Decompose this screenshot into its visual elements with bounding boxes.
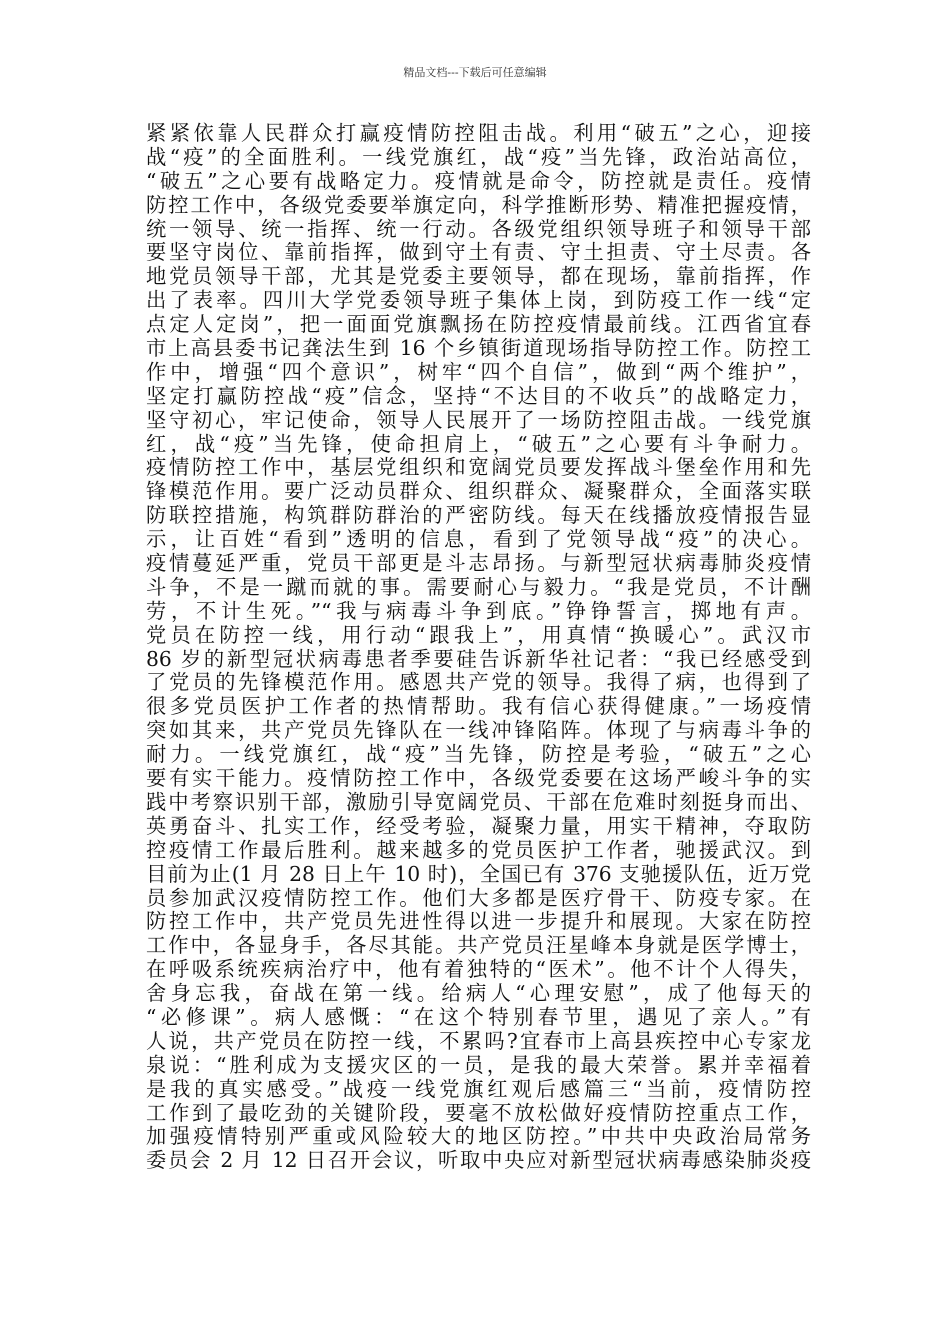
text-line: 英勇奋斗、扎实工作，经受考验，凝聚力量，用实干精神，夺取防 xyxy=(146,814,811,838)
text-line: 斗争，不是一蹴而就的事。需要耐心与毅力。“我是党员，不计酬 xyxy=(146,575,811,599)
text-line: 战“疫”的全面胜利。一线党旗红，战“疫”当先锋，政治站高位， xyxy=(146,145,811,169)
text-line: 突如其来，共产党员先锋队在一线冲锋陷阵。体现了与病毒斗争的 xyxy=(146,719,811,743)
text-line: 防控工作中，共产党员先进性得以进一步提升和展现。大家在防控 xyxy=(146,910,811,934)
text-line: 是我的真实感受。”战疫一线党旗红观后感篇三“当前，疫情防控 xyxy=(146,1077,811,1101)
text-line: 泉说：“胜利成为支援灾区的一员，是我的最大荣誉。累并幸福着 xyxy=(146,1053,811,1077)
text-line: 防控工作中，各级党委要举旗定向，科学推断形势、精准把握疫情， xyxy=(146,193,811,217)
text-line: 锋模范作用。要广泛动员群众、组织群众、凝聚群众，全面落实联 xyxy=(146,480,811,504)
text-line: 疫情蔓延严重，党员干部更是斗志昂扬。与新型冠状病毒肺炎疫情 xyxy=(146,552,811,576)
text-line: 要有实干能力。疫情防控工作中，各级党委要在这场严峻斗争的实 xyxy=(146,767,811,791)
document-body xyxy=(146,122,811,1173)
text-line: 党员在防控一线，用行动“跟我上”，用真情“换暖心”。武汉市 xyxy=(146,623,811,647)
text-line: 委员会 2 月 12 日召开会议，听取中央应对新型冠状病毒感染肺炎疫 xyxy=(146,1149,811,1173)
text-line: 坚定打赢防控战“疫”信念，坚持“不达目的不收兵”的战略定力， xyxy=(146,384,811,408)
text-line: 86 岁的新型冠状病毒患者季要硅告诉新华社记者：“我已经感受到 xyxy=(146,647,811,671)
page-header: 精品文档---下载后可任意编辑 xyxy=(403,66,547,79)
text-line: 防联控措施，构筑群防群治的严密防线。每天在线播放疫情报告显 xyxy=(146,504,811,528)
text-line: 地党员领导干部，尤其是党委主要领导，都在现场，靠前指挥，作 xyxy=(146,265,811,289)
text-line: 目前为止(1 月 28 日上午 10 时)，全国已有 376 支驰援队伍，近万党 xyxy=(146,862,811,886)
text-line: 工作中，各显身手，各尽其能。共产党员汪星峰本身就是医学博士， xyxy=(146,934,811,958)
text-line: 劳，不计生死。”“我与病毒斗争到底。”铮铮誓言，掷地有声。 xyxy=(146,599,811,623)
text-line: 工作到了最吃劲的关键阶段，要毫不放松做好疫情防控重点工作， xyxy=(146,1101,811,1125)
text-line: 示，让百姓“看到”透明的信息，看到了党领导战“疫”的决心。 xyxy=(146,528,811,552)
text-line: 践中考察识别干部，激励引导宽阔党员、干部在危难时刻挺身而出、 xyxy=(146,790,811,814)
text-line: “必修课”。病人感慨：“在这个特别春节里，遇见了亲人。”有 xyxy=(146,1005,811,1029)
text-line: 很多党员医护工作者的热情帮助。我有信心获得健康。”一场疫情 xyxy=(146,695,811,719)
text-line: 要坚守岗位、靠前指挥，做到守土有责、守土担责、守土尽责。各 xyxy=(146,241,811,265)
text-line: 作中，增强“四个意识”，树牢“四个自信”，做到“两个维护”， xyxy=(146,360,811,384)
text-line: 统一领导、统一指挥、统一行动。各级党组织领导班子和领导干部 xyxy=(146,217,811,241)
text-line: 加强疫情特别严重或风险较大的地区防控。”中共中央政治局常务 xyxy=(146,1125,811,1149)
text-line: 坚守初心，牢记使命，领导人民展开了一场防控阻击战。一线党旗 xyxy=(146,408,811,432)
text-line: 出了表率。四川大学党委领导班子集体上岗，到防疫工作一线“定 xyxy=(146,289,811,313)
text-line: 员参加武汉疫情防控工作。他们大多都是医疗骨干、防疫专家。在 xyxy=(146,886,811,910)
text-line: 在呼吸系统疾病治疗中，他有着独特的“医术”。他不计个人得失， xyxy=(146,958,811,982)
text-line: 耐力。一线党旗红，战“疫”当先锋，防控是考验，“破五”之心 xyxy=(146,743,811,767)
text-line: 人说，共产党员在防控一线，不累吗?宜春市上高县疾控中心专家龙 xyxy=(146,1029,811,1053)
text-line: 红，战“疫”当先锋，使命担肩上，“破五”之心要有斗争耐力。 xyxy=(146,432,811,456)
text-line: 市上高县委书记龚法生到 16 个乡镇街道现场指导防控工作。防控工 xyxy=(146,337,811,361)
text-line: 疫情防控工作中，基层党组织和宽阔党员要发挥战斗堡垒作用和先 xyxy=(146,456,811,480)
text-line: 控疫情工作最后胜利。越来越多的党员医护工作者，驰援武汉。到 xyxy=(146,838,811,862)
text-line: 了党员的先锋模范作用。感恩共产党的领导。我得了病，也得到了 xyxy=(146,671,811,695)
text-line: 点定人定岗”，把一面面党旗飘扬在防控疫情最前线。江西省宜春 xyxy=(146,313,811,337)
text-line: 舍身忘我，奋战在第一线。给病人“心理安慰”，成了他每天的 xyxy=(146,982,811,1006)
text-line: 紧紧依靠人民群众打赢疫情防控阻击战。利用“破五”之心，迎接 xyxy=(146,122,811,145)
text-line: “破五”之心要有战略定力。疫情就是命令，防控就是责任。疫情 xyxy=(146,169,811,193)
